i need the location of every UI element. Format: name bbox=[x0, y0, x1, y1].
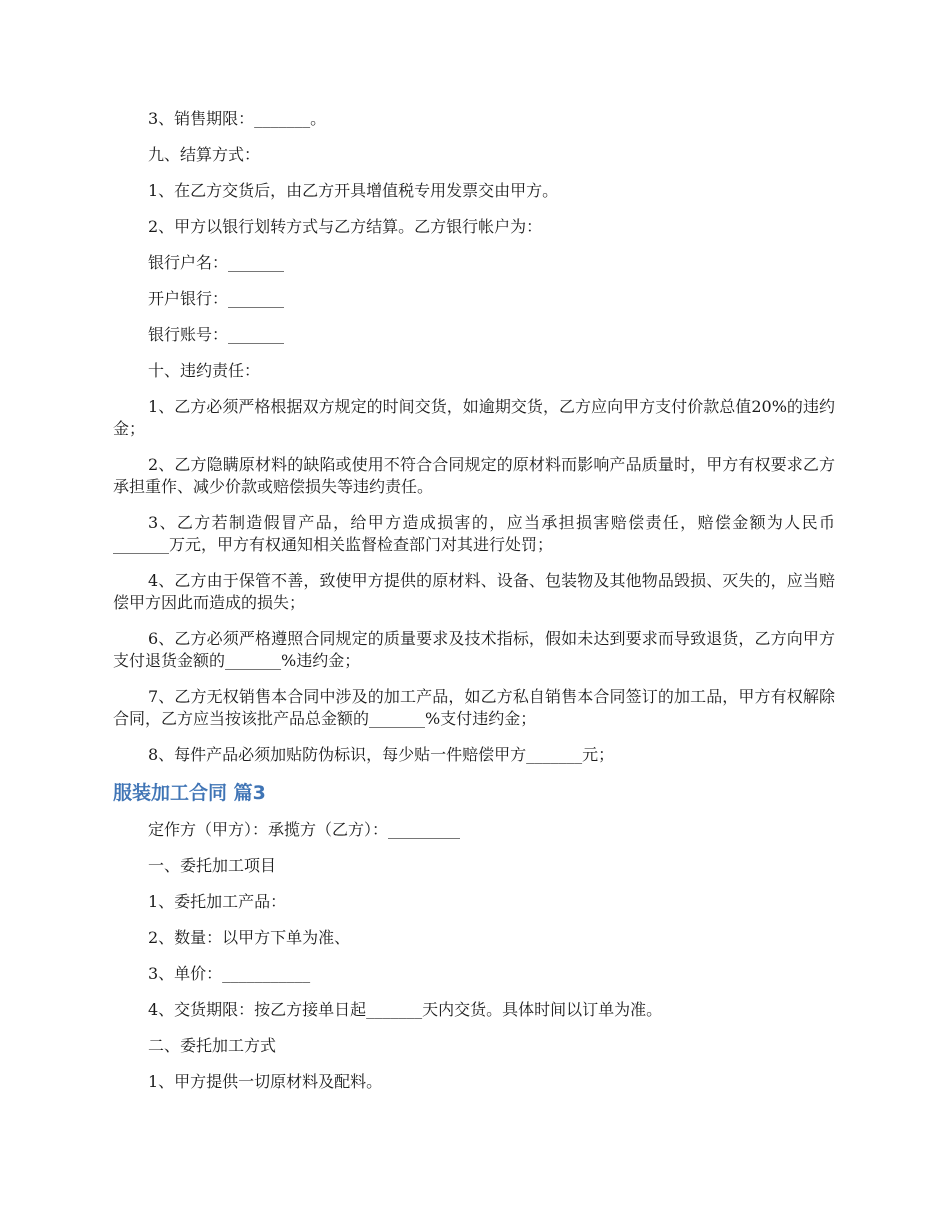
paragraph-quantity: 2、数量：以甲方下单为准、 bbox=[148, 928, 351, 947]
paragraph-settlement-2: 2、甲方以银行划转方式与乙方结算。乙方银行帐户为： bbox=[148, 217, 543, 236]
paragraph-liability-3: 3、乙方若制造假冒产品，给甲方造成损害的，应当承担损害赔偿责任，赔偿金额为人民币_______万元，甲方有权通知相关监督检查部门对其进行处罚； bbox=[113, 513, 835, 554]
document-page bbox=[113, 108, 835, 1107]
section-heading: 服装加工合同 篇3 bbox=[113, 782, 266, 804]
paragraph-materials: 1、甲方提供一切原材料及配料。 bbox=[148, 1072, 383, 1091]
paragraph-account-name: 银行户名：_______ bbox=[148, 253, 285, 272]
paragraph-item-heading: 一、委托加工项目 bbox=[148, 856, 277, 875]
paragraph-account-number: 银行账号：_______ bbox=[148, 325, 285, 344]
paragraph-liability-heading: 十、违约责任： bbox=[148, 361, 261, 380]
paragraph-liability-6: 6、乙方必须严格遵照合同规定的质量要求及技术指标，假如未达到要求而导致退货，乙方向甲方支付退货金额的_______%违约金； bbox=[113, 629, 835, 670]
paragraph-product: 1、委托加工产品： bbox=[148, 892, 287, 911]
paragraph-liability-4: 4、乙方由于保管不善，致使甲方提供的原材料、设备、包装物及其他物品毁损、灭失的，应当赔偿甲方因此而造成的损失； bbox=[113, 571, 835, 612]
paragraph-liability-2: 2、乙方隐瞒原材料的缺陷或使用不符合合同规定的原材料而影响产品质量时，甲方有权要求乙方承担重作、减少价款或赔偿损失等违约责任。 bbox=[113, 455, 835, 496]
paragraph-bank-name: 开户银行：_______ bbox=[148, 289, 285, 308]
paragraph-parties: 定作方（甲方）：承揽方（乙方）：_________ bbox=[148, 820, 461, 839]
paragraph-liability-1: 1、乙方必须严格根据双方规定的时间交货，如逾期交货，乙方应向甲方支付价款总值20%的违约金； bbox=[113, 397, 835, 438]
paragraph-unit-price: 3、单价：___________ bbox=[148, 964, 311, 983]
paragraph-sales-period: 3、销售期限：_______。 bbox=[148, 109, 327, 128]
paragraph-settlement-heading: 九、结算方式： bbox=[148, 145, 261, 164]
paragraph-liability-7: 7、乙方无权销售本合同中涉及的加工产品，如乙方私自销售本合同签订的加工品，甲方有权解除合同，乙方应当按该批产品总金额的_______%支付违约金； bbox=[113, 687, 835, 728]
paragraph-delivery: 4、交货期限：按乙方接单日起_______天内交货。具体时间以订单为准。 bbox=[148, 1000, 663, 1019]
paragraph-method-heading: 二、委托加工方式 bbox=[148, 1036, 277, 1055]
paragraph-liability-8: 8、每件产品必须加贴防伪标识，每少贴一件赔偿甲方_______元； bbox=[148, 745, 615, 764]
paragraph-settlement-1: 1、在乙方交货后，由乙方开具增值税专用发票交由甲方。 bbox=[148, 181, 559, 200]
